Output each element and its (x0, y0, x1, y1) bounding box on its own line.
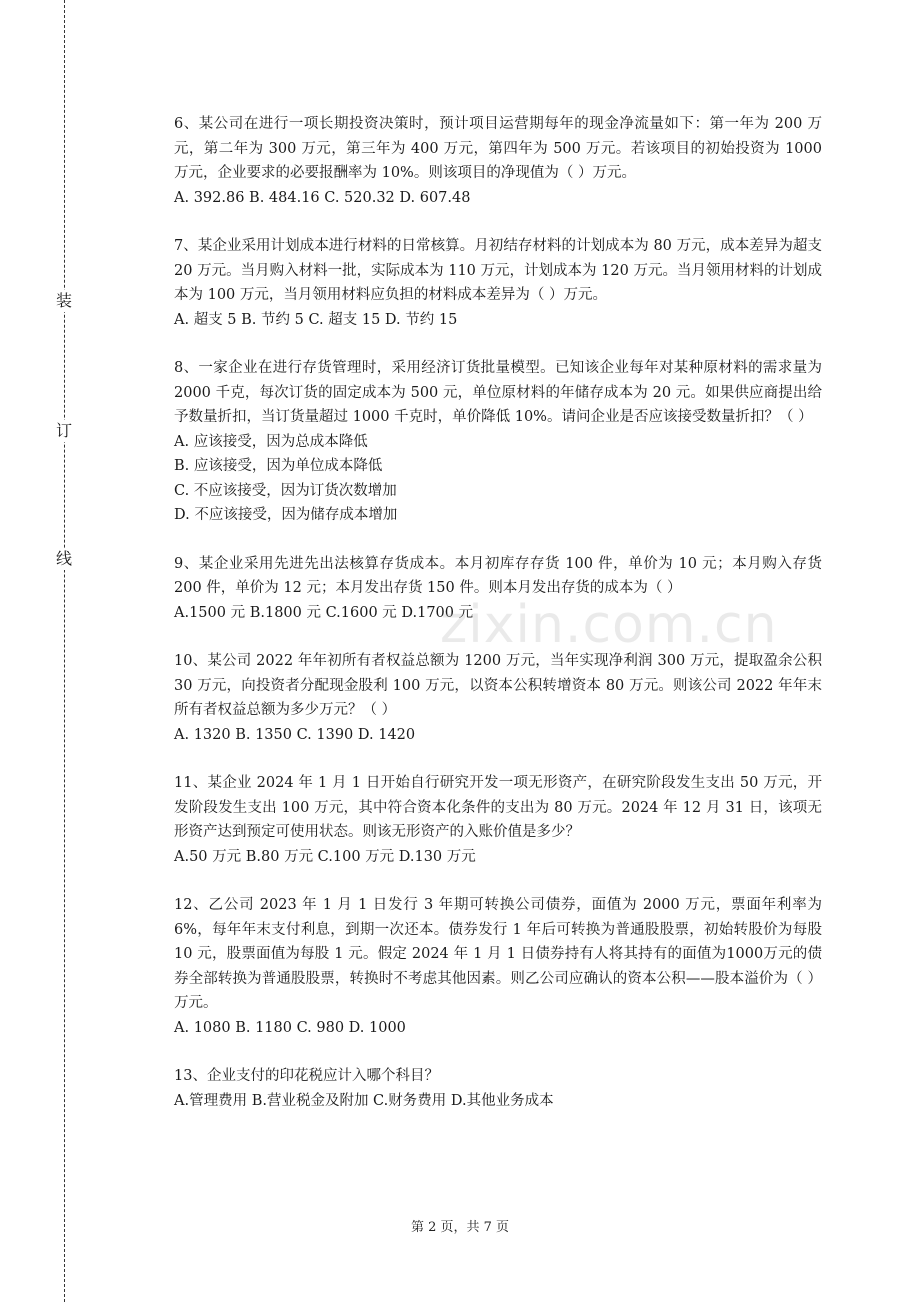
binding-char-xian: 线 (52, 548, 76, 570)
question-options: A. 392.86 B. 484.16 C. 520.32 D. 607.48 (174, 189, 471, 206)
question-text: 10、某公司 2022 年年初所有者权益总额为 1200 万元，当年实现净利润 300 万元，提取盈余公积 30 万元，向投资者分配现金股利 100 万元，以资本公积转增资本 80 万元。则该公司 2022 年年末所有者权益总额为多少万元？（ ） (174, 653, 822, 718)
question-7 (174, 234, 822, 332)
watermark: zixin.com.cn (440, 595, 778, 655)
question-text: 13、企业支付的印花税应计入哪个科目？ (174, 1068, 439, 1084)
question-options: A. 1320 B. 1350 C. 1390 D. 1420 (174, 726, 416, 743)
question-options: A.管理费用 B.营业税金及附加 C.财务费用 D.其他业务成本 (174, 1092, 554, 1109)
question-text: 9、某企业采用先进先出法核算存货成本。本月初库存存货 100 件，单价为 10 元；本月购入存货 200 件，单价为 12 元；本月发出存货 150 件。则本月发出存货的成本为（ ） (174, 555, 822, 596)
question-option-b: B. 应该接受，因为单位成本降低 (174, 458, 383, 474)
question-text: 11、某企业 2024 年 1 月 1 日开始自行研究开发一项无形资产，在研究阶段发生支出 50 万元，开发阶段发生支出 100 万元，其中符合资本化条件的支出为 80 万元。2024 年 12 月 31 日，该项无形资产达到预定可使用状态。则该无形资产的入账价值是多少？ (174, 775, 822, 840)
question-13 (174, 1064, 822, 1113)
question-options: A. 超支 5 B. 节约 5 C. 超支 15 D. 节约 15 (174, 311, 458, 328)
binding-char-zhuang: 装 (52, 290, 76, 312)
question-11 (174, 771, 822, 869)
question-text: 6、某公司在进行一项长期投资决策时，预计项目运营期每年的现金净流量如下：第一年为 200 万元，第二年为 300 万元，第三年为 400 万元，第四年为 500 万元。若该项目的初始投资为 1000 万元，企业要求的必要报酬率为 10%。则该项目的净现值为（ ）万元。 (174, 116, 822, 181)
question-options: A. 1080 B. 1180 C. 980 D. 1000 (174, 1019, 406, 1036)
binding-char-ding: 订 (52, 420, 76, 442)
question-options: A.50 万元 B.80 万元 C.100 万元 D.130 万元 (174, 848, 476, 865)
question-options: A.1500 元 B.1800 元 C.1600 元 D.1700 元 (174, 604, 474, 621)
binding-dashed-line (64, 0, 65, 1302)
question-text: 8、一家企业在进行存货管理时，采用经济订货批量模型。已知该企业每年对某种原材料的需求量为 2000 千克，每次订货的固定成本为 500 元，单位原材料的年储存成本为 20 元。如果供应商提出给予数量折扣，当订货量超过 1000 千克时，单价降低 10%。请问企业是否应该接受数量折扣？（ ） (174, 360, 822, 425)
question-10 (174, 649, 822, 747)
page-footer: 第 2 页，共 7 页 (410, 1220, 510, 1235)
question-option-d: D. 不应该接受，因为储存成本增加 (174, 507, 398, 523)
question-text: 12、乙公司 2023 年 1 月 1 日发行 3 年期可转换公司债券，面值为 2000 万元，票面年利率为 6%，每年年末支付利息，到期一次还本。债券发行 1 年后可转换为普通股股票，初始转股价为每股 10 元，股票面值为每股 1 元。假定 2024 年 1 月 1 日债券持有人将其持有的面值为1000万元的债券全部转换为普通股股票，转换时不考虑其他因素。则乙公司应确认的资本公积——股本溢价为（ ）万元。 (174, 897, 822, 1011)
question-9 (174, 552, 822, 626)
question-text: 7、某企业采用计划成本进行材料的日常核算。月初结存材料的计划成本为 80 万元，成本差异为超支 20 万元。当月购入材料一批，实际成本为 110 万元，计划成本为 120 万元。当月领用材料的计划成本为 100 万元，当月领用材料应负担的材料成本差异为（ ）万元。 (174, 238, 822, 303)
question-12 (174, 893, 822, 1040)
question-6 (174, 112, 822, 210)
question-list (174, 112, 822, 1137)
question-8 (174, 356, 822, 528)
question-option-a: A. 应该接受，因为总成本降低 (174, 433, 368, 450)
question-option-c: C. 不应该接受，因为订货次数增加 (174, 482, 397, 499)
